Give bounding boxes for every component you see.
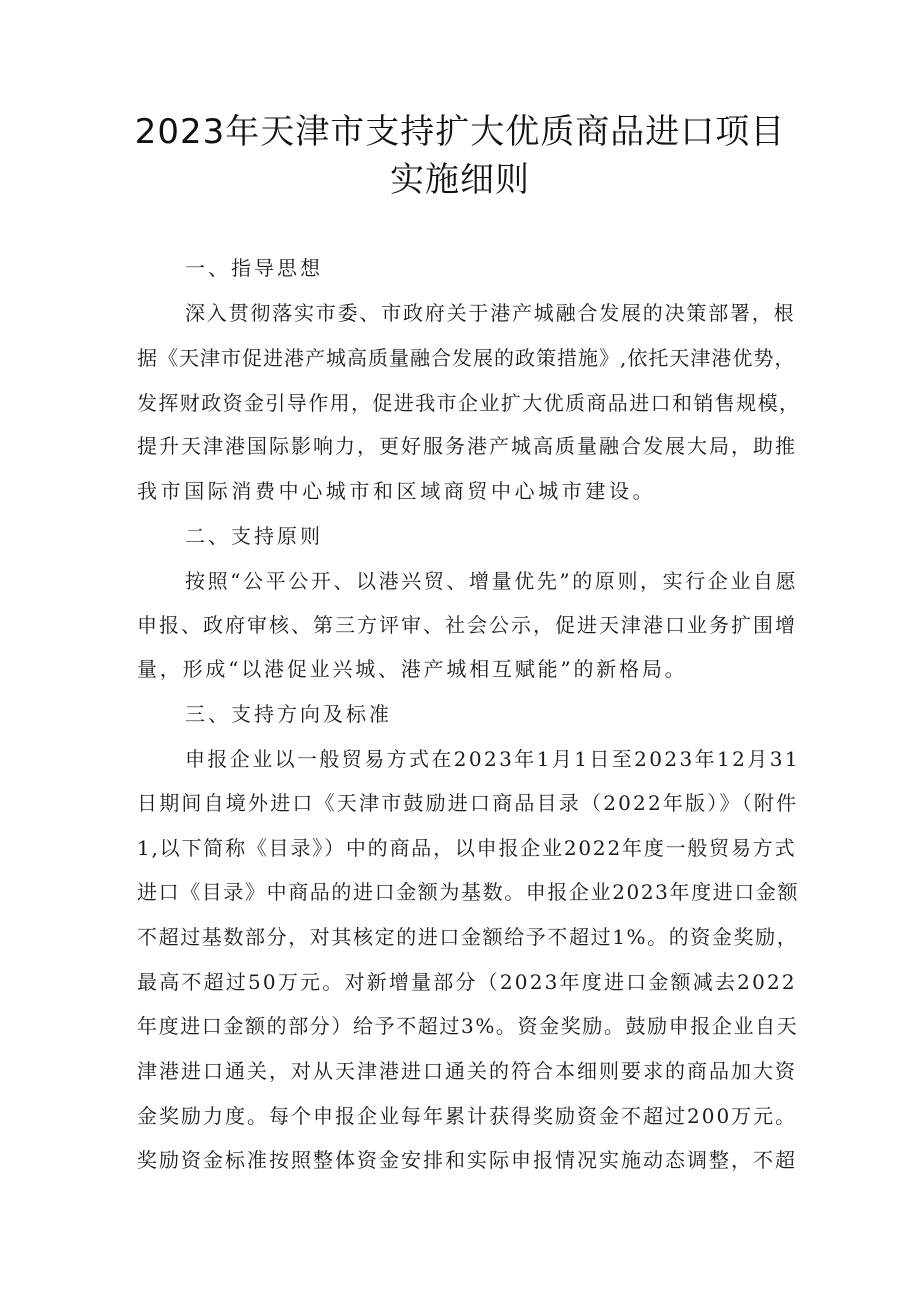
paragraph-line: 不超过基数部分，对其核定的进口金额给予不超过1%。的资金奖励， <box>137 925 799 949</box>
paragraph-line: 申报企业以一般贸易方式在2023年1月1日至2023年12月31 <box>185 747 800 771</box>
paragraph-line: 量，形成“以港促业兴城、港产城相互赋能”的新格局。 <box>137 657 688 681</box>
section-heading-support-principles: 二、支持原则 <box>185 524 323 548</box>
paragraph-line: 据《天津市促进港产城高质量融合发展的政策措施》,依托天津港优势， <box>137 346 796 370</box>
section-heading-direction-and-standards: 三、支持方向及标准 <box>185 702 392 726</box>
paragraph-line: 1,以下简称《目录》）中的商品，以申报企业2022年度一般贸易方式 <box>137 836 797 860</box>
paragraph-line: 津港进口通关，对从天津港进口通关的符合本细则要求的商品加大资 <box>137 1059 797 1083</box>
paragraph-line: 进口《目录》中商品的进口金额为基数。申报企业2023年度进口金额 <box>137 880 800 904</box>
paragraph-line: 我市国际消费中心城市和区域商贸中心城市建设。 <box>137 479 657 503</box>
paragraph-line: 发挥财政资金引导作用，促进我市企业扩大优质商品进口和销售规模， <box>137 391 801 415</box>
section-heading-guiding-ideology: 一、指导思想 <box>185 256 323 280</box>
paragraph-line: 金奖励力度。每个申报企业每年累计获得奖励资金不超过200万元。 <box>137 1104 798 1128</box>
paragraph-line: 年度进口金额的部分）给予不超过3%。资金奖励。鼓励申报企业自天 <box>137 1014 799 1038</box>
document-title-line-2: 实施细则 <box>390 160 530 200</box>
paragraph-line: 日期间自境外进口《天津市鼓励进口商品目录（2022年版）》（附件 <box>137 791 799 815</box>
paragraph-line: 深入贯彻落实市委、市政府关于港产城融合发展的决策部署，根 <box>185 301 796 325</box>
paragraph-line: 奖励资金标准按照整体资金安排和实际申报情况实施动态调整，不超 <box>137 1148 797 1172</box>
paragraph-line: 按照“公平公开、以港兴贸、增量优先”的原则，实行企业自愿 <box>185 569 799 593</box>
paragraph-line: 申报、政府审核、第三方评审、社会公示，促进天津港口业务扩围增 <box>137 613 797 637</box>
document-title-line-1: 2023年天津市支持扩大优质商品进口项目 <box>134 112 786 152</box>
paragraph-line: 提升天津港国际影响力，更好服务港产城高质量融合发展大局，助推 <box>137 434 797 458</box>
paragraph-line: 最高不超过50万元。对新增量部分（2023年度进口金额减去2022 <box>137 970 797 994</box>
